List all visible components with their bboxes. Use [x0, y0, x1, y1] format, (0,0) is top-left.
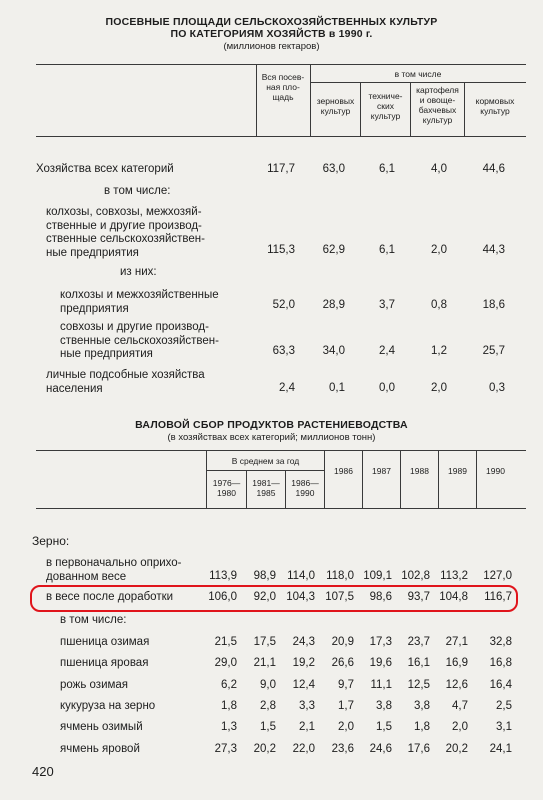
table1-row-label: колхозы, совхозы, межхозяй- ственные и другие производ- ственные сельскохозяйствен- ные предприятия — [46, 206, 205, 259]
table2-cell: 6,2 — [221, 679, 237, 691]
table2-cell: 11,1 — [370, 679, 392, 691]
table2-cell: 24,3 — [292, 636, 315, 648]
table1-cell: 3,7 — [379, 299, 395, 311]
table2-row-label: кукуруза на зерно — [60, 700, 156, 712]
table1-cell: 2,0 — [431, 244, 447, 256]
table2-cell: 113,2 — [440, 570, 468, 582]
table2-row-label: в первоначально оприхо- дованном весе — [46, 557, 182, 583]
page-number: 420 — [32, 764, 54, 779]
table2-col-divider — [476, 450, 477, 508]
table2-cell: 3,8 — [414, 700, 430, 712]
table2-subtitle: (в хозяйствах всех категорий; миллионов тонн) — [167, 432, 376, 443]
table2-cell: 19,6 — [369, 657, 392, 669]
table2-cell: 4,7 — [452, 700, 468, 712]
table1-cell: 62,9 — [322, 244, 345, 256]
table2-col-divider — [400, 450, 401, 508]
table2-cell: 107,5 — [325, 591, 354, 603]
table2-cell: 118,0 — [326, 570, 354, 582]
table2-section-label: Зерно: — [32, 534, 70, 548]
table2-cell: 16,9 — [445, 657, 468, 669]
table1-cell: 6,1 — [379, 244, 395, 256]
table1-row-label: личные подсобные хозяйства населения — [46, 369, 205, 395]
table2-col-divider — [438, 450, 439, 508]
table1-cell: 18,6 — [482, 299, 505, 311]
table2-cell: 17,6 — [407, 743, 430, 755]
table1-subheader-rule — [310, 82, 526, 83]
table2-header-period: 1981— 1985 — [252, 478, 280, 498]
table2-cell: 116,7 — [484, 591, 512, 603]
table2-header-year: 1987 — [372, 466, 391, 476]
table2-cell: 114,0 — [287, 570, 315, 582]
table1-row-label: Хозяйства всех категорий — [36, 163, 174, 175]
highlight-box — [30, 585, 518, 612]
table1-cell: 6,1 — [379, 163, 395, 175]
table2-cell: 20,9 — [331, 636, 354, 648]
table2-cell: 1,8 — [414, 721, 430, 733]
table1-header-col: техниче- ских культур — [368, 91, 403, 121]
table2-cell: 104,8 — [439, 591, 468, 603]
table2-cell: 23,7 — [407, 636, 430, 648]
table2-header-year: 1986 — [334, 466, 353, 476]
table1-cell: 0,1 — [329, 382, 345, 394]
table2-cell: 106,0 — [208, 591, 237, 603]
table1-cell: 1,2 — [431, 345, 447, 357]
table2-col-divider — [324, 450, 325, 508]
table2-header-year: 1989 — [448, 466, 467, 476]
table2-row-label: пшеница яровая — [60, 657, 149, 669]
table2-cell: 1,8 — [221, 700, 237, 712]
table2-cell: 109,1 — [363, 570, 392, 582]
table1-header-including: в том числе — [394, 69, 442, 79]
table2-cell: 3,3 — [299, 700, 315, 712]
table1-header-col: кормовых культур — [475, 96, 515, 116]
table1-cell: 0,3 — [489, 382, 505, 394]
table1-cell: 34,0 — [322, 345, 345, 357]
table2-cell: 3,1 — [496, 721, 512, 733]
table1-cell: 0,8 — [431, 299, 447, 311]
table1-cell: 63,0 — [322, 163, 345, 175]
table1-top-rule — [36, 64, 526, 65]
table1-cell: 28,9 — [322, 299, 345, 311]
table1-title-line2: ПО КАТЕГОРИЯМ ХОЗЯЙСТВ в 1990 г. — [170, 28, 373, 40]
table2-cell: 93,7 — [407, 591, 430, 603]
table2-cell: 1,5 — [260, 721, 276, 733]
table1-title-line1: ПОСЕВНЫЕ ПЛОЩАДИ СЕЛЬСКОХОЗЯЙСТВЕННЫХ КУЛЬТУР — [105, 16, 438, 28]
table1-header-col: зерновых культур — [316, 96, 355, 116]
table2-col-divider — [362, 450, 363, 508]
table2-cell: 16,8 — [489, 657, 512, 669]
table2-row-label: пшеница озимая — [60, 636, 150, 648]
table2-cell: 1,7 — [338, 700, 354, 712]
table1-cell: 0,0 — [379, 382, 395, 394]
table2-header-year: 1990 — [486, 466, 505, 476]
table2-cell: 1,3 — [221, 721, 237, 733]
table2-row-label: рожь озимая — [60, 679, 129, 691]
table2-cell: 2,8 — [260, 700, 276, 712]
table1-cell: 2,4 — [379, 345, 395, 357]
table1-header-col: картофеля и овоще- бахчевых культур — [416, 85, 459, 125]
table2-cell: 2,0 — [338, 721, 354, 733]
table2-cell: 2,1 — [299, 721, 315, 733]
table2-cell: 9,7 — [338, 679, 354, 691]
table1-header-total: Вся посев- ная пло- щадь — [261, 72, 305, 102]
table1-cell: 117,7 — [267, 163, 295, 175]
table2-cell: 27,3 — [214, 743, 237, 755]
table1-cell: 44,6 — [482, 163, 505, 175]
table2-row-label: в том числе: — [60, 614, 127, 626]
table1-subtitle: (миллионов гектаров) — [223, 41, 320, 52]
table2-cell: 104,3 — [286, 591, 315, 603]
table1-cell: 44,3 — [482, 244, 505, 256]
table2-cell: 24,6 — [369, 743, 392, 755]
table2-cell: 98,9 — [253, 570, 276, 582]
table2-header-period: 1976— 1980 — [212, 478, 241, 498]
table2-cell: 16,4 — [489, 679, 512, 691]
table2-header-period: 1986— 1990 — [291, 478, 319, 498]
table2-row-label: в весе после доработки — [46, 591, 174, 603]
table2-top-rule — [36, 450, 526, 451]
table2-subheader-rule — [206, 470, 324, 471]
table2-cell: 23,6 — [331, 743, 354, 755]
table2-cell: 1,5 — [376, 721, 392, 733]
table2-cell: 102,8 — [401, 570, 430, 582]
table2-header-rule — [36, 508, 526, 509]
table2-cell: 26,6 — [331, 657, 354, 669]
table2-cell: 127,0 — [483, 570, 512, 582]
table2-cell: 113,9 — [209, 570, 237, 582]
table1-row-label: в том числе: — [104, 185, 171, 197]
table2-cell: 2,0 — [452, 721, 468, 733]
table2-cell: 12,5 — [407, 679, 430, 691]
table2-cell: 16,1 — [407, 657, 430, 669]
table1-row-label: колхозы и межхозяйственные предприятия — [60, 289, 219, 315]
table1-cell: 63,3 — [272, 345, 295, 357]
table2-row-label: ячмень озимый — [60, 721, 143, 733]
table1-row-label: из них: — [120, 266, 157, 278]
table2-cell: 20,2 — [445, 743, 468, 755]
table2-cell: 24,1 — [489, 743, 512, 755]
table2-cell: 21,1 — [253, 657, 276, 669]
table2-cell: 29,0 — [214, 657, 237, 669]
table2-cell: 2,5 — [496, 700, 512, 712]
table2-cell: 12,6 — [445, 679, 468, 691]
table2-cell: 92,0 — [253, 591, 276, 603]
table1-cell: 52,0 — [272, 299, 295, 311]
table1-cell: 2,0 — [431, 382, 447, 394]
table2-cell: 22,0 — [292, 743, 315, 755]
table1-cell: 2,4 — [279, 382, 295, 394]
table1-cell: 25,7 — [482, 345, 505, 357]
table2-cell: 27,1 — [445, 636, 468, 648]
table2-header-year: 1988 — [410, 466, 429, 476]
table1-cell: 115,3 — [267, 244, 295, 256]
table2-title: ВАЛОВОЙ СБОР ПРОДУКТОВ РАСТЕНИЕВОДСТВА — [135, 419, 408, 431]
table2-cell: 17,3 — [369, 636, 392, 648]
table1-cell: 4,0 — [431, 163, 447, 175]
table2-cell: 21,5 — [214, 636, 237, 648]
table2-cell: 3,8 — [376, 700, 392, 712]
table2-row-label: ячмень яровой — [60, 743, 140, 755]
table2-cell: 17,5 — [253, 636, 276, 648]
table2-cell: 32,8 — [489, 636, 512, 648]
table2-cell: 19,2 — [292, 657, 315, 669]
table2-cell: 12,4 — [292, 679, 315, 691]
table2-header-avg: В среднем за год — [231, 456, 300, 466]
table2-cell: 20,2 — [253, 743, 276, 755]
table2-cell: 98,6 — [369, 591, 392, 603]
table2-cell: 9,0 — [260, 679, 276, 691]
table1-row-label: совхозы и другие производ- ственные сельскохозяйствен- ные предприятия — [60, 321, 219, 360]
table1-header-rule — [36, 136, 526, 137]
